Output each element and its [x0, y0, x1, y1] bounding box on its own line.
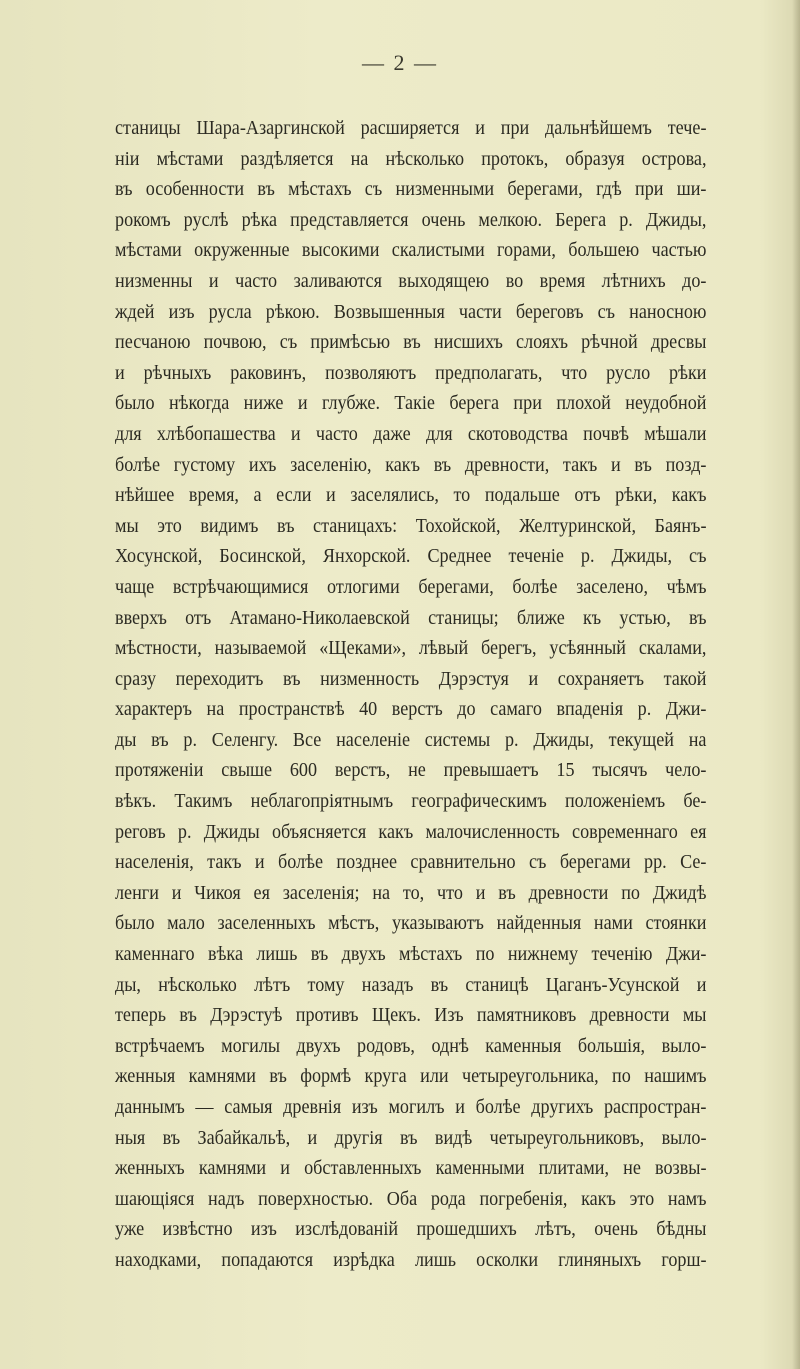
body-text	[115, 114, 707, 1277]
text-line: низменны и часто заливаются выходящею во время лѣтнихъ до-	[115, 270, 707, 292]
text-line: вѣкъ. Такимъ неблагопріятнымъ географическимъ положеніемъ бе-	[115, 791, 707, 813]
text-line: въ особенности въ мѣстахъ съ низменными берегами, гдѣ при ши-	[115, 179, 707, 201]
text-line: было нѣкогда ниже и глубже. Такіе берега при плохой неудобной	[115, 393, 707, 415]
page-edge-shadow	[792, 0, 800, 1369]
text-line: вверхъ отъ Атамано-Николаевской станицы; ближе къ устью, въ	[115, 607, 707, 629]
text-line: рокомъ руслѣ рѣка представляется очень мелкою. Берега р. Джиды,	[115, 209, 707, 231]
text-line: характеръ на пространствѣ 40 верстъ до самаго впаденія р. Джи-	[115, 699, 707, 721]
text-line: встрѣчаемъ могилы двухъ родовъ, однѣ каменныя большія, выло-	[115, 1035, 707, 1057]
text-line: ныя въ Забайкальѣ, и другія въ видѣ четыреугольниковъ, выло-	[115, 1127, 707, 1149]
text-line: ждей изъ русла рѣкою. Возвышенныя части береговъ съ наносною	[115, 301, 707, 323]
text-line: было мало заселенныхъ мѣстъ, указываютъ найденныя нами стоянки	[115, 913, 707, 935]
text-line: женныя камнями въ формѣ круга или четыреугольника, по нашимъ	[115, 1066, 707, 1088]
text-line: населенія, такъ и болѣе позднее сравнительно съ берегами рр. Се-	[115, 852, 707, 874]
text-line: находками, попадаются изрѣдка лишь осколки глиняныхъ горш-	[115, 1249, 707, 1271]
text-line: мѣстности, называемой «Щеками», лѣвый берегъ, усѣянный скалами,	[115, 638, 707, 660]
text-line: каменнаго вѣка лишь въ двухъ мѣстахъ по нижнему теченію Джи-	[115, 944, 707, 966]
page-number: — 2 —	[362, 50, 438, 75]
text-line: ды, нѣсколько лѣтъ тому назадъ въ станицѣ Цаганъ-Усунской и	[115, 974, 707, 996]
text-line: для хлѣбопашества и часто даже для скотоводства почвѣ мѣшали	[115, 423, 707, 445]
text-line: реговъ р. Джиды объясняется какъ малочисленность современнаго ея	[115, 821, 707, 843]
text-line: теперь въ Дэрэстуѣ противъ Щекъ. Изъ памятниковъ древности мы	[115, 1005, 707, 1027]
text-line: чаще встрѣчающимися отлогими берегами, болѣе заселено, чѣмъ	[115, 576, 707, 598]
text-line: протяженіи свыше 600 верстъ, не превышаетъ 15 тысячъ чело-	[115, 760, 707, 782]
text-line: и рѣчныхъ раковинъ, позволяютъ предполагать, что русло рѣки	[115, 362, 707, 384]
text-line: сразу переходитъ въ низменность Дэрэстуя и сохраняетъ такой	[115, 668, 707, 690]
text-line: нѣйшее время, а если и заселялись, то подальше отъ рѣки, какъ	[115, 485, 707, 507]
text-line: ніи мѣстами раздѣляется на нѣсколько протокъ, образуя острова,	[115, 148, 707, 170]
text-line: ленги и Чикоя ея заселенія; на то, что и въ древности по Джидѣ	[115, 882, 707, 904]
text-line: песчаною почвою, съ примѣсью въ нисшихъ слояхъ рѣчной дресвы	[115, 332, 707, 354]
text-line: уже извѣстно изъ изслѣдованій прошедшихъ лѣтъ, очень бѣдны	[115, 1219, 707, 1241]
text-line: мѣстами окруженные высокими скалистыми горами, большею частью	[115, 240, 707, 262]
text-line: ды въ р. Селенгу. Все населеніе системы р. Джиды, текущей на	[115, 729, 707, 751]
text-line: женныхъ камнями и обставленныхъ каменными плитами, не возвы-	[115, 1158, 707, 1180]
text-line: мы это видимъ въ станицахъ: Тохойской, Желтуринской, Баянъ-	[115, 515, 707, 537]
text-line: Хосунской, Босинской, Янхорской. Среднее теченіе р. Джиды, съ	[115, 546, 707, 568]
text-line: шающіяся надъ поверхностью. Оба рода погребенія, какъ это намъ	[115, 1188, 707, 1210]
text-line: даннымъ — самыя древнія изъ могилъ и болѣе другихъ распростран-	[115, 1097, 707, 1118]
text-line: болѣе густому ихъ заселенію, какъ въ древности, такъ и въ позд-	[115, 454, 707, 476]
text-line: станицы Шара-Азаргинской расширяется и при дальнѣйшемъ тече-	[115, 118, 707, 139]
